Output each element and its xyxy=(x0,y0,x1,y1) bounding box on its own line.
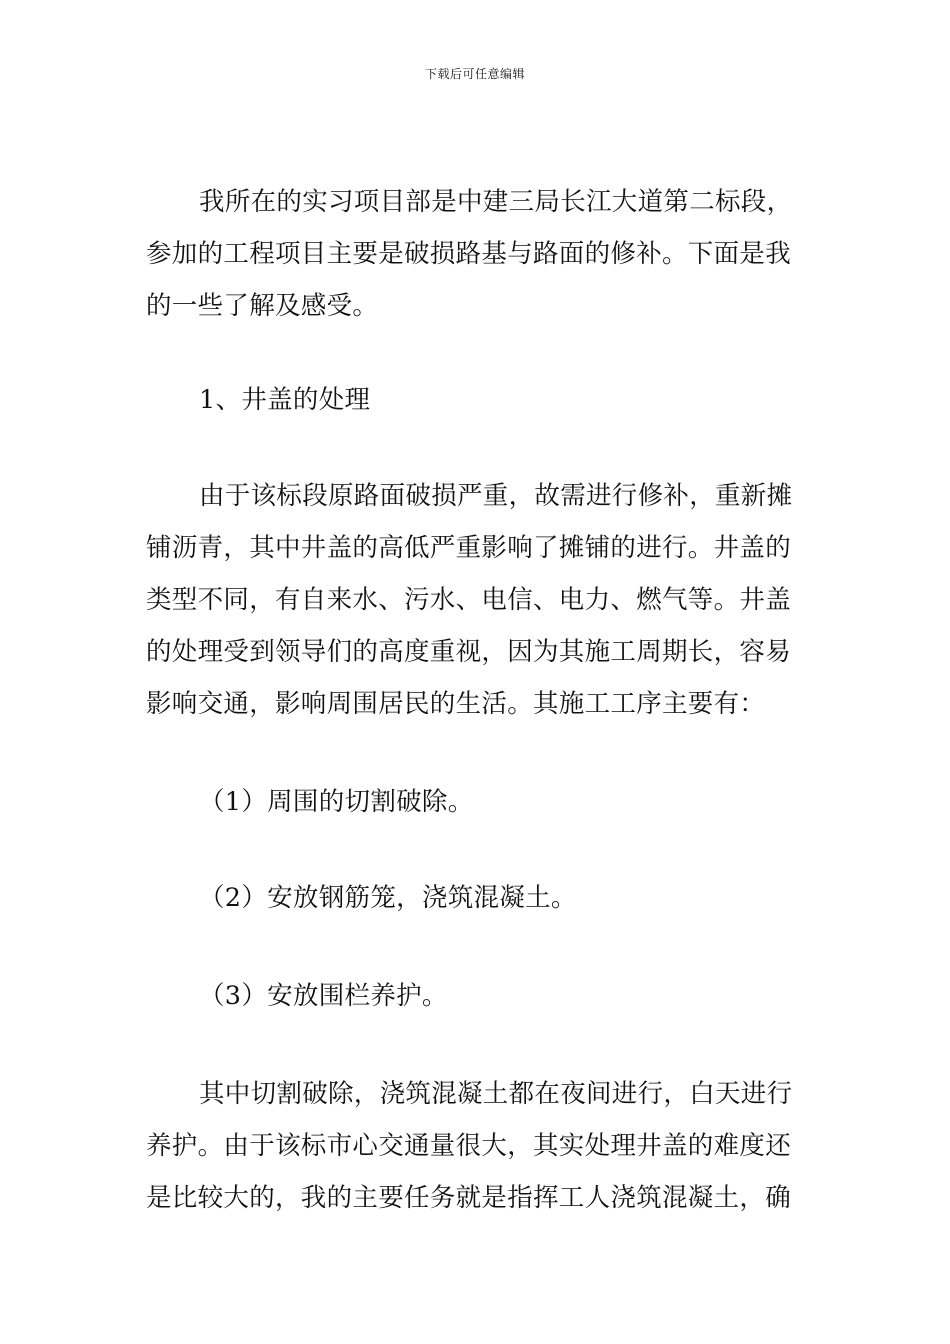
paragraph-line: 的一些了解及感受。 xyxy=(146,291,379,321)
paragraph-intro xyxy=(146,176,806,332)
header-note: 下载后可任意编辑 xyxy=(424,67,525,81)
paragraph-line: 的处理受到领导们的高度重视，因为其施工周期长，容易 xyxy=(146,637,792,667)
step-text: （3）安放围栏养护。 xyxy=(199,981,448,1011)
paragraph-line: 铺沥青，其中井盖的高低严重影响了摊铺的进行。井盖的 xyxy=(146,533,792,563)
paragraph-line: 类型不同，有自来水、污水、电信、电力、燃气等。井盖 xyxy=(146,585,792,615)
paragraph-line: 影响交通，影响周围居民的生活。其施工工序主要有： xyxy=(146,689,766,719)
paragraph-line: 养护。由于该标市心交通量很大，其实处理井盖的难度还 xyxy=(146,1131,792,1161)
paragraph-line: 参加的工程项目主要是破损路基与路面的修补。下面是我 xyxy=(146,239,792,269)
step-item-1 xyxy=(146,776,806,828)
paragraph-line: 其中切割破除，浇筑混凝土都在夜间进行，白天进行 xyxy=(199,1079,793,1109)
paragraph-line: 由于该标段原路面破损严重，故需进行修补，重新摊 xyxy=(199,481,793,511)
section-heading-text: 1、井盖的处理 xyxy=(199,385,371,415)
paragraph-line: 我所在的实习项目部是中建三局长江大道第二标段， xyxy=(199,187,793,217)
step-text: （1）周围的切割破除。 xyxy=(199,787,474,817)
paragraph-line: 是比较大的，我的主要任务就是指挥工人浇筑混凝土，确 xyxy=(146,1183,792,1213)
step-item-2 xyxy=(146,872,806,924)
paragraph-night-work xyxy=(146,1068,806,1224)
section-heading xyxy=(146,374,806,426)
step-item-3 xyxy=(146,970,806,1022)
step-text: （2）安放钢筋笼，浇筑混凝土。 xyxy=(199,883,577,913)
paragraph-manhole-treatment xyxy=(146,470,806,730)
